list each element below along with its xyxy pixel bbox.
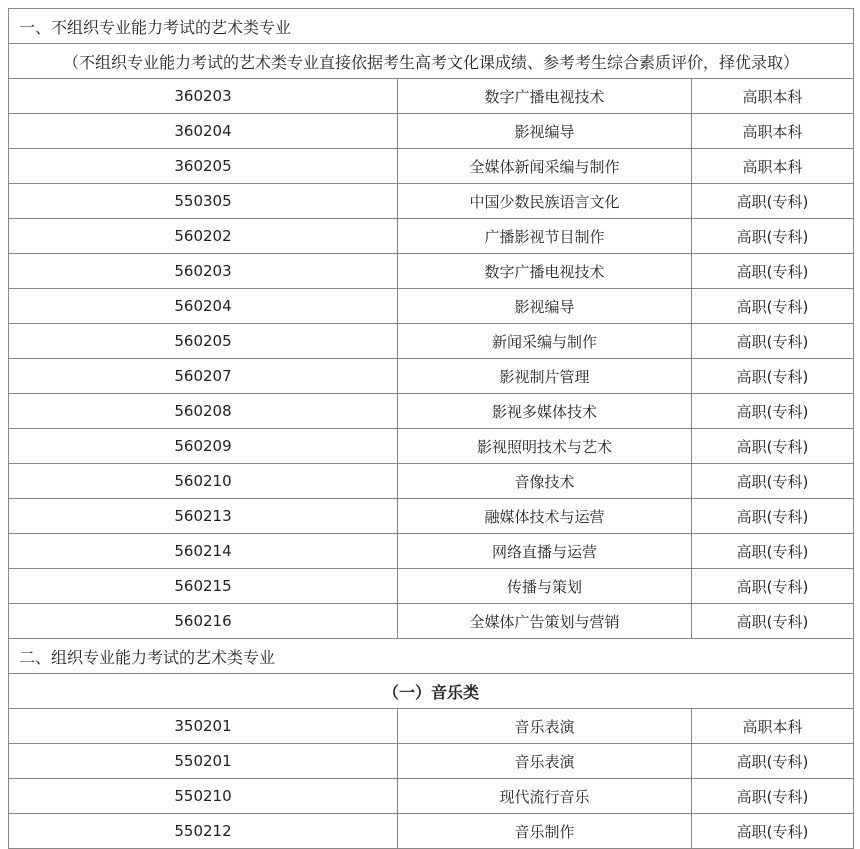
education-level-cell: 高职本科 xyxy=(692,79,854,114)
major-name-cell: 音乐制作 xyxy=(398,814,692,849)
major-code-cell: 350201 xyxy=(9,709,398,744)
major-code-cell: 560207 xyxy=(9,359,398,394)
major-name-cell: 全媒体广告策划与营销 xyxy=(398,604,692,639)
major-code-cell: 550201 xyxy=(9,744,398,779)
education-level-cell: 高职(专科) xyxy=(692,324,854,359)
education-level-cell: 高职本科 xyxy=(692,149,854,184)
major-name-cell: 新闻采编与制作 xyxy=(398,324,692,359)
table-row xyxy=(9,534,854,569)
education-level-cell: 高职(专科) xyxy=(692,394,854,429)
major-code-cell: 360205 xyxy=(9,149,398,184)
table-row xyxy=(9,114,854,149)
education-level-cell: 高职(专科) xyxy=(692,779,854,814)
education-level-cell: 高职(专科) xyxy=(692,569,854,604)
table-row xyxy=(9,324,854,359)
major-name-cell: 传播与策划 xyxy=(398,569,692,604)
major-code-cell: 550305 xyxy=(9,184,398,219)
section-1-note: （不组织专业能力考试的艺术类专业直接依据考生高考文化课成绩、参考考生综合素质评价，择优录取） xyxy=(9,44,854,79)
table-row xyxy=(9,744,854,779)
table-row xyxy=(9,709,854,744)
major-code-cell: 550212 xyxy=(9,814,398,849)
table-row xyxy=(9,359,854,394)
education-level-cell: 高职(专科) xyxy=(692,254,854,289)
major-name-cell: 音像技术 xyxy=(398,464,692,499)
table-row xyxy=(9,254,854,289)
major-name-cell: 音乐表演 xyxy=(398,709,692,744)
major-name-cell: 影视照明技术与艺术 xyxy=(398,429,692,464)
education-level-cell: 高职(专科) xyxy=(692,359,854,394)
major-code-cell: 560208 xyxy=(9,394,398,429)
table-row xyxy=(9,604,854,639)
section-2-title: 二、组织专业能力考试的艺术类专业 xyxy=(9,639,854,674)
table-row xyxy=(9,219,854,254)
education-level-cell: 高职本科 xyxy=(692,114,854,149)
table-row xyxy=(9,464,854,499)
section-2-title-row xyxy=(9,639,854,674)
major-code-cell: 560205 xyxy=(9,324,398,359)
major-list-document xyxy=(8,8,853,849)
section-1-note-row xyxy=(9,44,854,79)
section-2-subtitle-row xyxy=(9,674,854,709)
education-level-cell: 高职(专科) xyxy=(692,499,854,534)
education-level-cell: 高职本科 xyxy=(692,709,854,744)
major-name-cell: 网络直播与运营 xyxy=(398,534,692,569)
education-level-cell: 高职(专科) xyxy=(692,429,854,464)
section-2-subtitle: （一）音乐类 xyxy=(9,674,854,709)
major-table xyxy=(8,8,854,849)
major-code-cell: 560216 xyxy=(9,604,398,639)
major-code-cell: 560203 xyxy=(9,254,398,289)
education-level-cell: 高职(专科) xyxy=(692,289,854,324)
table-row xyxy=(9,569,854,604)
major-code-cell: 560213 xyxy=(9,499,398,534)
table-row xyxy=(9,79,854,114)
major-table-body xyxy=(9,9,854,849)
education-level-cell: 高职(专科) xyxy=(692,184,854,219)
table-row xyxy=(9,394,854,429)
major-code-cell: 360204 xyxy=(9,114,398,149)
major-name-cell: 影视编导 xyxy=(398,289,692,324)
major-name-cell: 影视制片管理 xyxy=(398,359,692,394)
major-name-cell: 融媒体技术与运营 xyxy=(398,499,692,534)
education-level-cell: 高职(专科) xyxy=(692,534,854,569)
education-level-cell: 高职(专科) xyxy=(692,604,854,639)
table-row xyxy=(9,814,854,849)
major-code-cell: 560204 xyxy=(9,289,398,324)
major-code-cell: 560202 xyxy=(9,219,398,254)
major-code-cell: 550210 xyxy=(9,779,398,814)
major-code-cell: 560209 xyxy=(9,429,398,464)
major-name-cell: 数字广播电视技术 xyxy=(398,79,692,114)
major-name-cell: 影视多媒体技术 xyxy=(398,394,692,429)
education-level-cell: 高职(专科) xyxy=(692,219,854,254)
table-row xyxy=(9,289,854,324)
table-row xyxy=(9,184,854,219)
major-code-cell: 560214 xyxy=(9,534,398,569)
table-row xyxy=(9,149,854,184)
education-level-cell: 高职(专科) xyxy=(692,814,854,849)
table-row xyxy=(9,779,854,814)
major-code-cell: 560215 xyxy=(9,569,398,604)
section-1-title: 一、不组织专业能力考试的艺术类专业 xyxy=(9,9,854,44)
major-name-cell: 广播影视节目制作 xyxy=(398,219,692,254)
table-row xyxy=(9,499,854,534)
section-1-title-row xyxy=(9,9,854,44)
major-code-cell: 360203 xyxy=(9,79,398,114)
major-name-cell: 数字广播电视技术 xyxy=(398,254,692,289)
major-code-cell: 560210 xyxy=(9,464,398,499)
major-name-cell: 全媒体新闻采编与制作 xyxy=(398,149,692,184)
major-name-cell: 影视编导 xyxy=(398,114,692,149)
education-level-cell: 高职(专科) xyxy=(692,464,854,499)
major-name-cell: 音乐表演 xyxy=(398,744,692,779)
education-level-cell: 高职(专科) xyxy=(692,744,854,779)
table-row xyxy=(9,429,854,464)
major-name-cell: 现代流行音乐 xyxy=(398,779,692,814)
major-name-cell: 中国少数民族语言文化 xyxy=(398,184,692,219)
